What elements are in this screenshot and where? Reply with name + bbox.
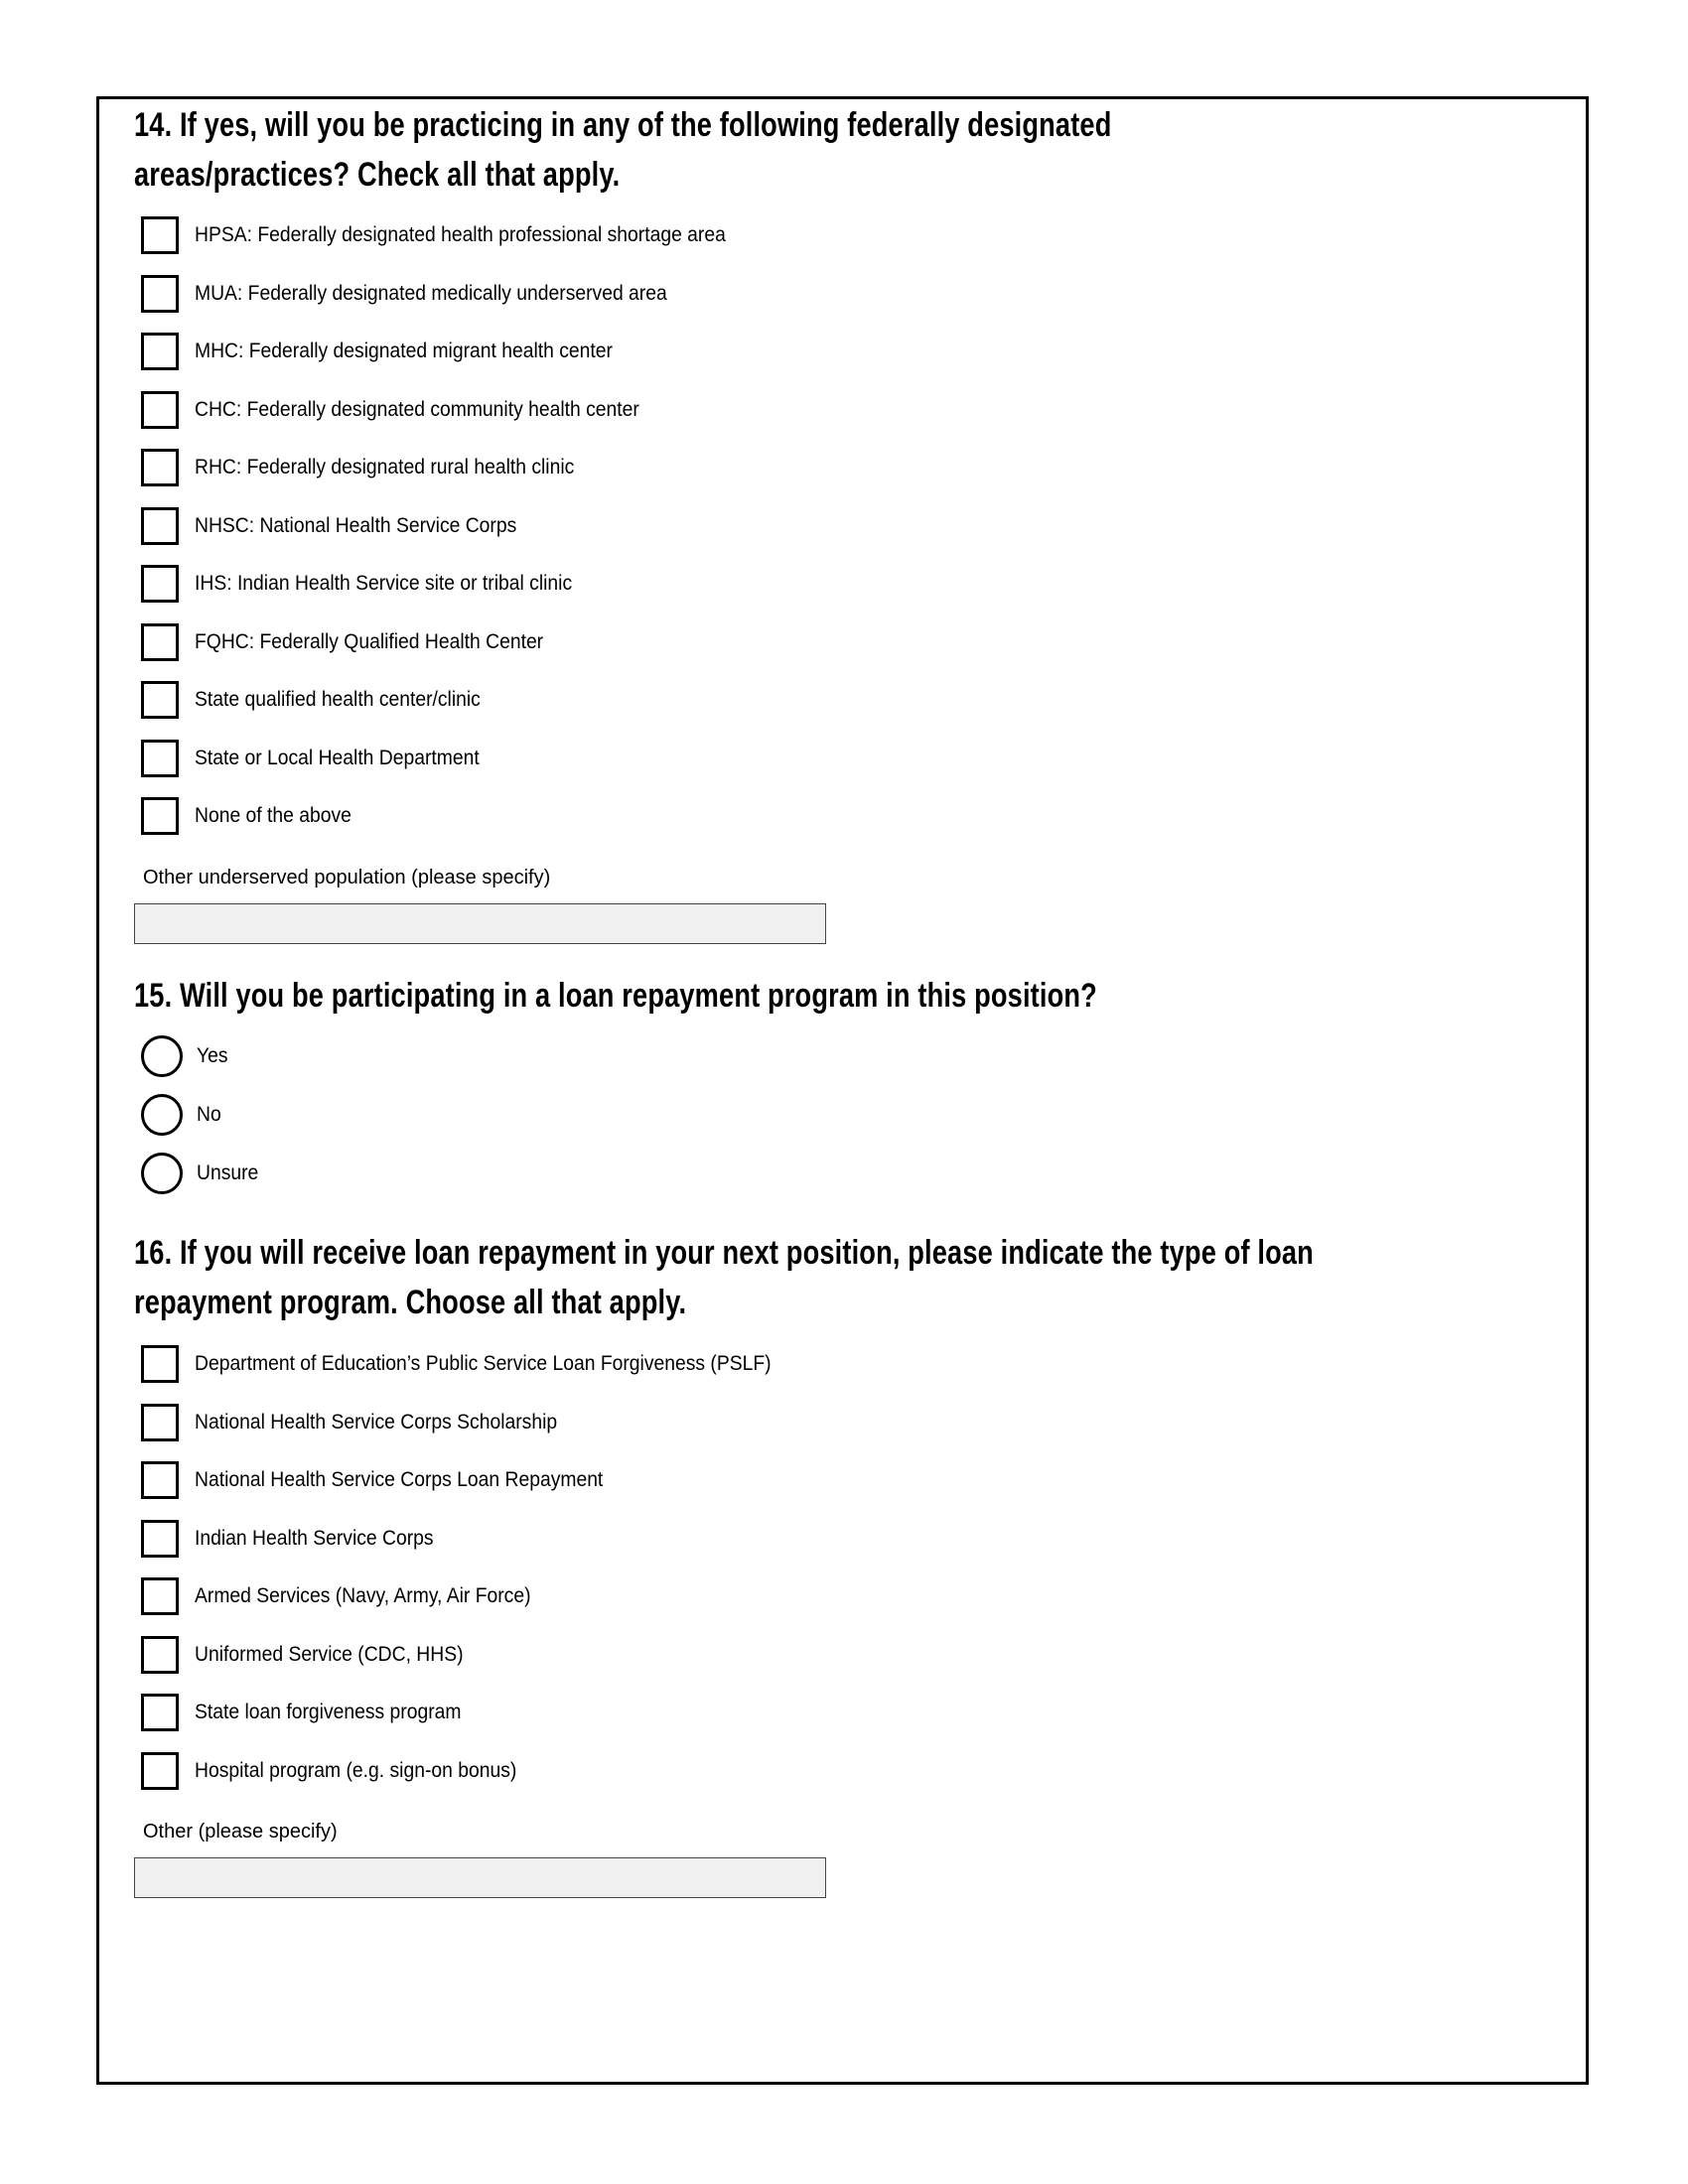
q16-checkbox-option[interactable] xyxy=(141,1342,821,1386)
option-label: National Health Service Corps Scholarship xyxy=(195,1410,558,1433)
q14-checkbox-option[interactable] xyxy=(141,562,605,606)
checkbox[interactable] xyxy=(141,1461,179,1499)
q15-title: 15. Will you be participating in a loan repayment program in this position? xyxy=(134,977,1097,1015)
checkbox[interactable] xyxy=(141,1636,179,1674)
checkbox[interactable] xyxy=(141,797,179,835)
checkbox[interactable] xyxy=(141,623,179,661)
q14-checkbox-option[interactable] xyxy=(141,272,708,316)
q16-title-line2: repayment program. Choose all that apply. xyxy=(134,1284,687,1321)
option-label: Hospital program (e.g. sign-on bonus) xyxy=(195,1758,517,1782)
q16-checkbox-option[interactable] xyxy=(141,1401,589,1444)
q16-other-label: Other (please specify) xyxy=(143,1821,338,1843)
checkbox[interactable] xyxy=(141,1577,179,1615)
option-label: HPSA: Federally designated health professional shortage area xyxy=(195,223,726,246)
option-label: Unsure xyxy=(197,1161,259,1184)
checkbox[interactable] xyxy=(141,740,179,777)
checkbox[interactable] xyxy=(141,1752,179,1790)
q14-checkbox-option[interactable] xyxy=(141,737,504,780)
checkbox[interactable] xyxy=(141,1404,179,1441)
q16-checkbox-option[interactable] xyxy=(141,1749,545,1793)
q14-checkbox-option[interactable] xyxy=(141,446,608,489)
option-label: National Health Service Corps Loan Repayment xyxy=(195,1468,604,1491)
checkbox[interactable] xyxy=(141,333,179,370)
option-label: State qualified health center/clinic xyxy=(195,688,481,711)
q14-checkbox-option[interactable] xyxy=(141,504,544,548)
checkbox[interactable] xyxy=(141,565,179,603)
option-label: RHC: Federally designated rural health clinic xyxy=(195,456,575,478)
option-label: CHC: Federally designated community health center xyxy=(195,397,639,421)
q14-checkbox-option[interactable] xyxy=(141,213,772,257)
option-label: Uniformed Service (CDC, HHS) xyxy=(195,1642,464,1666)
checkbox[interactable] xyxy=(141,449,179,486)
q16-title-line1: 16. If you will receive loan repayment in your next position, please indicate the type of loan xyxy=(134,1234,1314,1272)
q14-checkbox-option[interactable] xyxy=(141,794,365,838)
q16-checkbox-option[interactable] xyxy=(141,1574,560,1618)
option-label: FQHC: Federally Qualified Health Center xyxy=(195,629,544,653)
radio-button[interactable] xyxy=(141,1094,183,1136)
q14-title-line2: areas/practices? Check all that apply. xyxy=(134,156,621,194)
q14-title-line1: 14. If yes, will you be practicing in any of the following federally designated xyxy=(134,106,1112,144)
option-label: MHC: Federally designated migrant health center xyxy=(195,340,613,362)
checkbox[interactable] xyxy=(141,1694,179,1731)
q15-radio-option[interactable] xyxy=(141,1152,264,1195)
q14-checkbox-option[interactable] xyxy=(141,678,505,722)
option-label: NHSC: National Health Service Corps xyxy=(195,513,517,537)
q16-checkbox-option[interactable] xyxy=(141,1691,485,1734)
option-label: No xyxy=(197,1103,221,1126)
q16-other-input[interactable] xyxy=(134,1857,826,1898)
option-label: MUA: Federally designated medically underserved area xyxy=(195,281,667,305)
checkbox[interactable] xyxy=(141,1520,179,1558)
option-label: State or Local Health Department xyxy=(195,746,480,769)
option-label: Armed Services (Navy, Army, Air Force) xyxy=(195,1584,531,1607)
radio-button[interactable] xyxy=(141,1035,183,1077)
checkbox[interactable] xyxy=(141,681,179,719)
option-label: Department of Education’s Public Service Loan Forgiveness (PSLF) xyxy=(195,1352,772,1375)
q15-radio-option[interactable] xyxy=(141,1093,223,1137)
q16-checkbox-option[interactable] xyxy=(141,1458,638,1502)
q14-other-input[interactable] xyxy=(134,903,826,944)
checkbox[interactable] xyxy=(141,391,179,429)
q14-checkbox-option[interactable] xyxy=(141,620,574,664)
q14-other-label: Other underserved population (please specify) xyxy=(143,867,551,888)
checkbox[interactable] xyxy=(141,216,179,254)
radio-button[interactable] xyxy=(141,1153,183,1194)
option-label: Yes xyxy=(197,1044,228,1067)
q16-checkbox-option[interactable] xyxy=(141,1517,454,1561)
option-label: State loan forgiveness program xyxy=(195,1701,462,1723)
q14-checkbox-option[interactable] xyxy=(141,330,649,373)
q14-checkbox-option[interactable] xyxy=(141,388,678,432)
checkbox[interactable] xyxy=(141,507,179,545)
option-label: IHS: Indian Health Service site or tribal clinic xyxy=(195,572,573,595)
option-label: None of the above xyxy=(195,804,352,827)
checkbox[interactable] xyxy=(141,1345,179,1383)
q15-radio-option[interactable] xyxy=(141,1034,230,1078)
q16-checkbox-option[interactable] xyxy=(141,1633,487,1677)
option-label: Indian Health Service Corps xyxy=(195,1526,434,1550)
checkbox[interactable] xyxy=(141,275,179,313)
